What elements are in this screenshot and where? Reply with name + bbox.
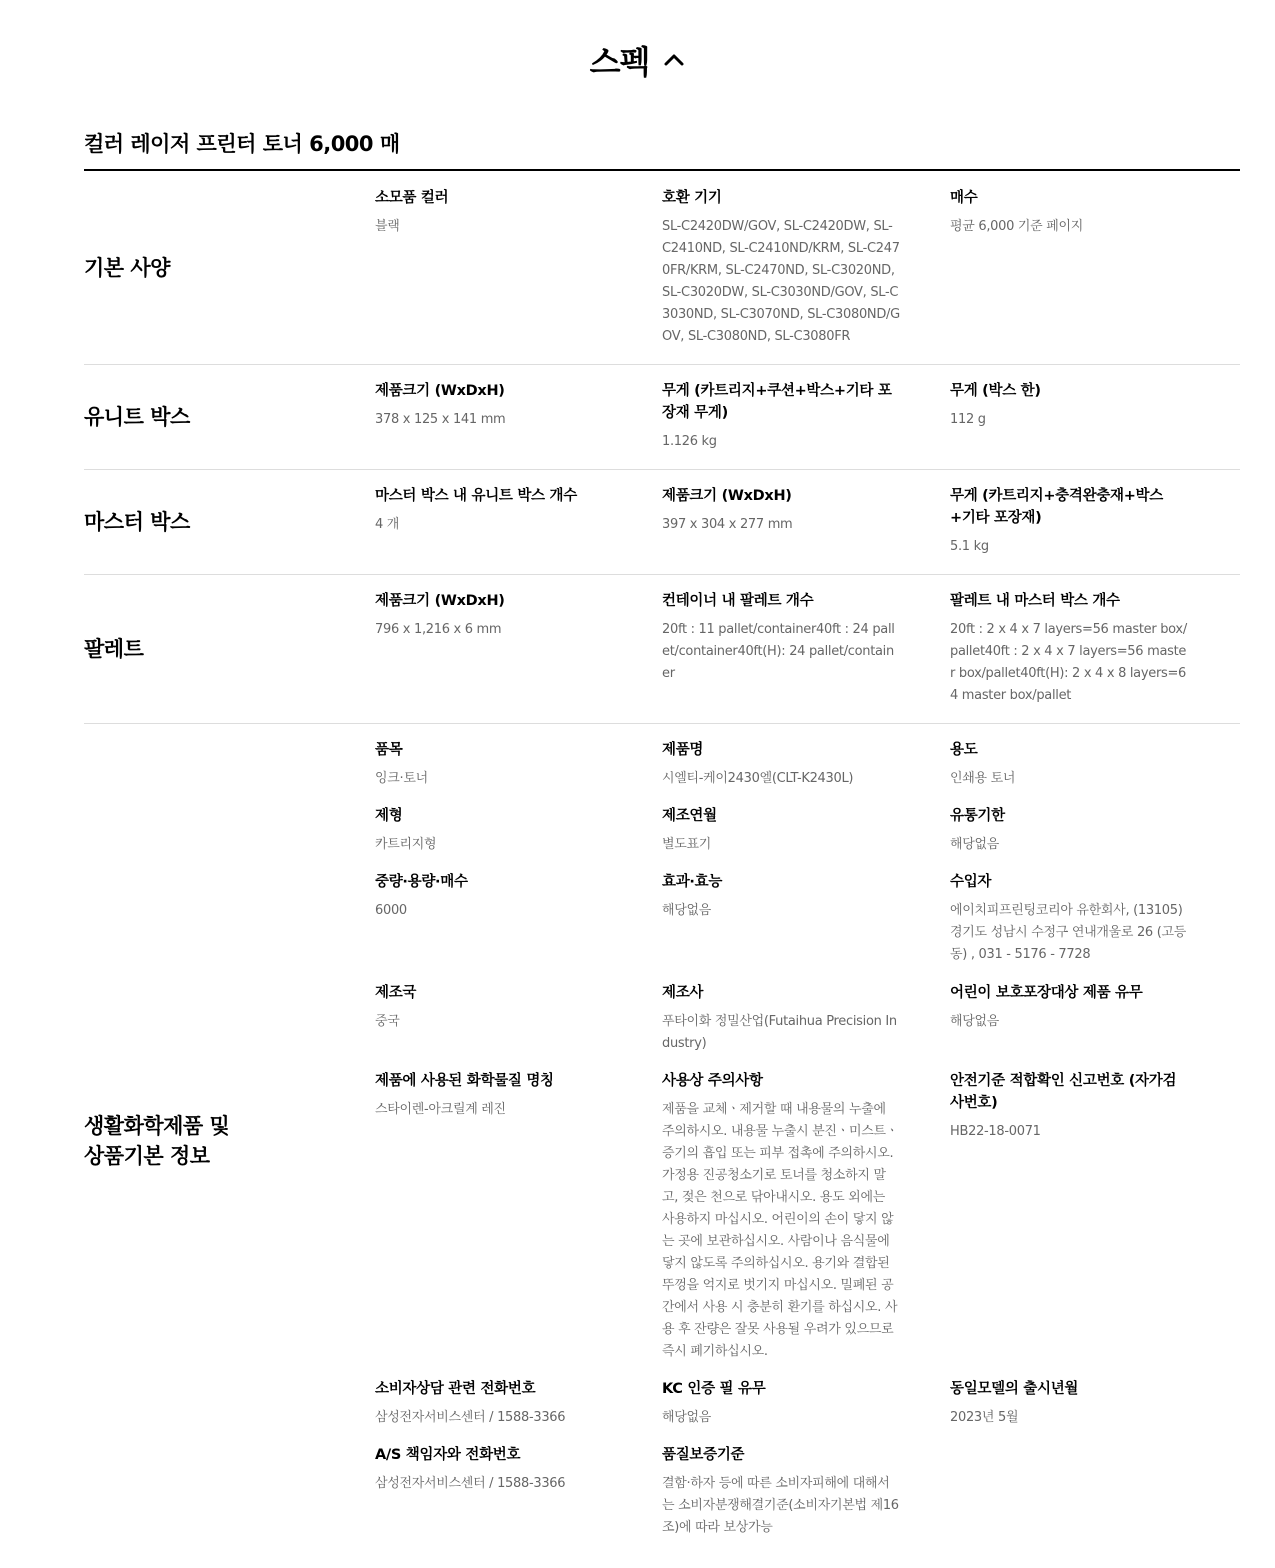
spec-value: 378 x 125 x 141 mm: [375, 412, 506, 427]
spec-value: 해당없음: [950, 1014, 1000, 1029]
spec-item: [375, 982, 613, 1033]
spec-value: 해당없음: [662, 903, 712, 918]
spec-value: 에이치피프린팅코리아 유한회사, (13105) 경기도 성남시 수정구 연내개울로 26 (고등동) , 031 - 5176 - 7728: [950, 903, 1187, 962]
spec-label: 용도: [950, 742, 978, 758]
spec-label: 안전기준 적합확인 신고번호 (자가검사번호): [950, 1073, 1177, 1111]
spec-item: [950, 871, 1188, 966]
spec-value: 2023년 5월: [950, 1410, 1019, 1425]
spec-value: 결함·하자 등에 따른 소비자피해에 대해서는 소비자분쟁해결기준(소비자기본법 제16조)에 따라 보상가능: [662, 1476, 899, 1535]
spec-item: [950, 982, 1188, 1033]
spec-label: 무게 (박스 한): [950, 383, 1041, 399]
section-pallet: [84, 575, 1240, 724]
spec-value: 1.126 kg: [662, 434, 717, 449]
spec-label: 어린이 보호포장대상 제품 유무: [950, 985, 1143, 1001]
spec-label: 소모품 컬러: [375, 190, 449, 206]
spec-value: SL-C2420DW/GOV, SL-C2420DW, SL-C2410ND, SL-C2410ND/KRM, SL-C2470FR/KRM, SL-C2470ND, SL-C3020ND, SL-C3020DW, SL-C3030ND/GOV, SL-C3030ND, SL-C3070ND, SL-C3080ND/GOV, SL-C3080ND, SL-C3080FR: [662, 219, 900, 344]
spec-value: 4 개: [375, 517, 400, 532]
spec-value: 해당없음: [950, 837, 1000, 852]
spec-item: [662, 187, 900, 348]
spec-label: 무게 (카트리지+쿠션+박스+기타 포장재 무게): [662, 383, 892, 421]
spec-item: [950, 380, 1188, 431]
spec-value: 5.1 kg: [950, 539, 989, 554]
spec-item: [662, 485, 900, 536]
spec-item: [375, 485, 613, 536]
spec-item: [662, 982, 900, 1055]
spec-label: 제조연월: [662, 808, 717, 824]
spec-toggle[interactable]: [0, 38, 1275, 82]
section-master-box: [84, 470, 1240, 575]
spec-value: 별도표기: [662, 837, 712, 852]
product-title: 컬러 레이저 프린터 토너 6,000 매: [84, 132, 400, 156]
spec-value: 6000: [375, 903, 407, 918]
spec-item: [950, 590, 1188, 707]
spec-value: 112 g: [950, 412, 986, 427]
spec-title: 스펙: [589, 43, 650, 81]
spec-label: 유통기한: [950, 808, 1005, 824]
spec-label: 제품크기 (WxDxH): [375, 593, 505, 609]
spec-item: [950, 805, 1188, 856]
spec-value: 블랙: [375, 219, 400, 234]
spec-item: [662, 1378, 900, 1429]
spec-item: [375, 380, 613, 431]
spec-value: 푸타이화 정밀산업(Futaihua Precision Industry): [662, 1014, 897, 1051]
spec-value: 평균 6,000 기준 페이지: [950, 219, 1084, 234]
spec-value: 삼성전자서비스센터 / 1588-3366: [375, 1410, 566, 1425]
spec-label: 무게 (카트리지+충격완충재+박스+기타 포장재): [950, 488, 1163, 526]
spec-item: [375, 1444, 613, 1495]
spec-label: 제품에 사용된 화학물질 명칭: [375, 1073, 554, 1089]
section-title: 마스터 박스: [84, 510, 190, 534]
spec-label: 소비자상담 관련 전화번호: [375, 1381, 536, 1397]
spec-value: 스타이렌-아크릴계 레진: [375, 1102, 506, 1117]
spec-item: [375, 1070, 613, 1121]
spec-label: 효과·효능: [662, 874, 723, 890]
section-title: 팔레트: [84, 637, 144, 661]
section-title: 유니트 박스: [84, 405, 190, 429]
spec-label: 제형: [375, 808, 403, 824]
spec-label: 동일모델의 출시년월: [950, 1381, 1079, 1397]
spec-value: 인쇄용 토너: [950, 771, 1016, 786]
spec-item: [375, 590, 613, 641]
section-unit-box: [84, 365, 1240, 470]
section-basic-spec: [84, 171, 1240, 365]
spec-label: 사용상 주의사항: [662, 1073, 763, 1089]
spec-item: [662, 590, 900, 685]
spec-item: [375, 739, 613, 790]
spec-label: A/S 책임자와 전화번호: [375, 1447, 521, 1463]
spec-item: [375, 187, 613, 238]
section-title: 기본 사양: [84, 256, 170, 280]
spec-label: 팔레트 내 마스터 박스 개수: [950, 593, 1120, 609]
spec-label: 제조사: [662, 985, 704, 1001]
spec-item: [375, 1378, 613, 1429]
spec-item: [662, 380, 900, 453]
spec-item: [662, 871, 900, 922]
spec-item: [950, 1070, 1188, 1143]
spec-label: 품질보증기준: [662, 1447, 745, 1463]
spec-item: [950, 485, 1188, 558]
spec-value: 제품을 교체ㆍ제거할 때 내용물의 누출에 주의하시오. 내용물 누출시 분진ㆍ미스트ㆍ증기의 흡입 또는 피부 접촉에 주의하시오. 가정용 진공청소기로 토너를 청소하지 말고, 젖은 천으로 닦아내시오. 용도 외에는 사용하지 마십시오. 어린이의 손이 닿지 않는 곳에 보관하십시오. 사람이나 음식물에 닿지 않도록 주의하십시오. 용기와 결합된 뚜껑을 억지로 벗기지 마십시오. 밀폐된 공간에서 사용 시 충분히 환기를 하십시오. 사용 후 잔량은 잘못 사용될 우려가 있으므로 즉시 폐기하십시오.: [662, 1102, 898, 1359]
spec-item: [662, 739, 900, 790]
spec-value: 시엘티-케이2430엘(CLT-K2430L): [662, 771, 854, 786]
spec-label: 수입자: [950, 874, 992, 890]
spec-item: [375, 871, 613, 922]
spec-item: [662, 805, 900, 856]
spec-value: 20ft : 11 pallet/container40ft : 24 pallet/container40ft(H): 24 pallet/container: [662, 622, 895, 681]
spec-label: KC 인증 필 유무: [662, 1381, 766, 1397]
spec-item: [662, 1070, 900, 1363]
spec-label: 제품명: [662, 742, 704, 758]
spec-label: 매수: [950, 190, 978, 206]
section-product-info: [84, 724, 1240, 1568]
spec-item: [662, 1444, 900, 1539]
spec-value: 796 x 1,216 x 6 mm: [375, 622, 502, 637]
spec-value: 해당없음: [662, 1410, 712, 1425]
spec-label: 호환 기기: [662, 190, 722, 206]
spec-item: [950, 1378, 1188, 1429]
spec-label: 제품크기 (WxDxH): [375, 383, 505, 399]
chevron-up-icon[interactable]: [663, 49, 685, 71]
spec-label: 마스터 박스 내 유니트 박스 개수: [375, 488, 577, 504]
spec-label: 컨테이너 내 팔레트 개수: [662, 593, 814, 609]
spec-value: 삼성전자서비스센터 / 1588-3366: [375, 1476, 566, 1491]
spec-value: HB22-18-0071: [950, 1124, 1041, 1139]
spec-value: 20ft : 2 x 4 x 7 layers=56 master box/pallet40ft : 2 x 4 x 7 layers=56 master box/pallet40ft(H): 2 x 4 x 8 layers=64 master box/pallet: [950, 622, 1187, 703]
section-title: 생활화학제품 및 상품기본 정보: [84, 1114, 230, 1168]
spec-label: 제조국: [375, 985, 417, 1001]
spec-value: 중국: [375, 1014, 400, 1029]
spec-item: [950, 187, 1188, 238]
spec-label: 중량·용량·매수: [375, 874, 468, 890]
spec-value: 카트리지형: [375, 837, 437, 852]
spec-value: 잉크·토너: [375, 771, 428, 786]
spec-item: [375, 805, 613, 856]
spec-label: 품목: [375, 742, 403, 758]
spec-label: 제품크기 (WxDxH): [662, 488, 792, 504]
spec-item: [950, 739, 1188, 790]
spec-value: 397 x 304 x 277 mm: [662, 517, 793, 532]
